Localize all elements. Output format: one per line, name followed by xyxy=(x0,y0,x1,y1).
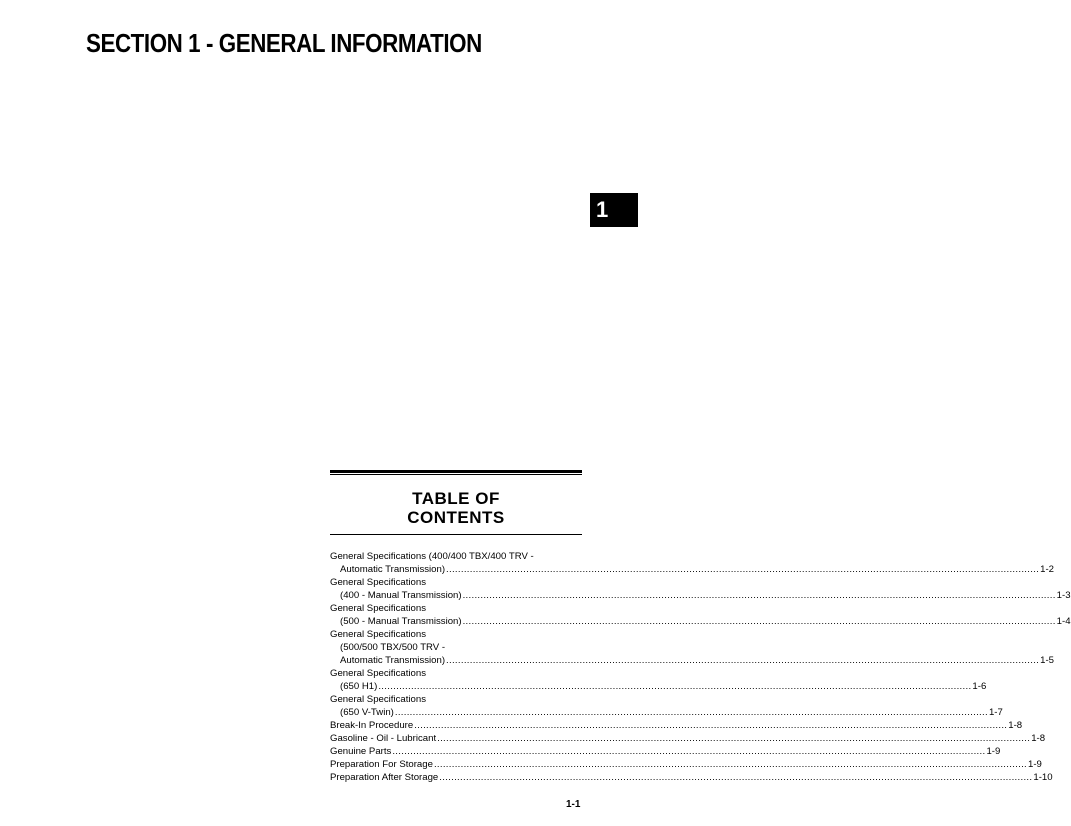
toc-entry-text: General Specifications (400/400 TBX/400 TRV - xyxy=(330,551,534,562)
toc-entry-page: 1-7 xyxy=(988,707,1003,718)
toc-entry-text: (650 V-Twin) xyxy=(340,707,394,718)
page-number: 1-1 xyxy=(566,799,581,810)
section-tab-marker: 1 xyxy=(590,193,638,227)
toc-entry-page: 1-2 xyxy=(1040,564,1054,575)
toc-entry-line xyxy=(330,732,1046,745)
toc-entry-line xyxy=(330,615,1071,628)
toc-entry-line xyxy=(330,563,1054,576)
toc-entry-text: Gasoline - Oil - Lubricant xyxy=(330,733,437,744)
toc-entry xyxy=(330,693,1003,719)
toc-entry xyxy=(330,758,1042,771)
toc-heading-line1: TABLE OF xyxy=(412,489,500,508)
toc-entry-page: 1-9 xyxy=(986,746,1001,757)
toc-entry-line xyxy=(330,706,1003,719)
toc-dot-leader: ........................................................................................................................................................................................................ xyxy=(446,655,1040,666)
toc-entry-text: Preparation For Storage xyxy=(330,759,433,770)
toc-entry xyxy=(330,550,1054,576)
toc-entry-line xyxy=(330,602,582,615)
toc-entry-text: General Specifications xyxy=(330,577,426,588)
toc-entry-text: Preparation After Storage xyxy=(330,772,439,783)
toc-entry-page: 1-6 xyxy=(972,681,987,692)
toc-entry-text: General Specifications xyxy=(330,603,426,614)
toc-dot-leader: ........................................................................................................................................................................................................ xyxy=(394,707,988,718)
toc-entry-line xyxy=(330,628,582,641)
toc-dot-leader: ........................................................................................................................................................................................................ xyxy=(437,733,1031,744)
toc-top-rule-thin xyxy=(330,474,582,475)
toc-entry-line xyxy=(330,680,987,693)
toc-entry-text: General Specifications xyxy=(330,694,426,705)
toc-entry-line xyxy=(330,745,1001,758)
toc-entry-text: (400 - Manual Transmission) xyxy=(340,590,462,601)
toc-entry-line xyxy=(330,641,582,654)
toc-dot-leader: ........................................................................................................................................................................................................ xyxy=(439,772,1033,783)
toc-entry-text: Genuine Parts xyxy=(330,746,392,757)
toc-entry-text: General Specifications xyxy=(330,668,426,679)
toc-heading-line2: CONTENTS xyxy=(407,508,505,527)
toc-dot-leader: ........................................................................................................................................................................................................ xyxy=(446,564,1040,575)
toc-entries xyxy=(330,550,1071,784)
toc-entry xyxy=(330,602,1071,628)
toc-entry xyxy=(330,719,1023,732)
toc-entry-line xyxy=(330,667,582,680)
toc-dot-leader: ........................................................................................................................................................................................................ xyxy=(462,590,1056,601)
section-title: SECTION 1 - GENERAL INFORMATION xyxy=(86,28,482,58)
toc-entry xyxy=(330,771,1053,784)
toc-entry-page: 1-9 xyxy=(1028,759,1042,770)
toc-entry-line xyxy=(330,654,1054,667)
toc-entry-page: 1-5 xyxy=(1040,655,1054,666)
toc-entry-text: Automatic Transmission) xyxy=(340,655,446,666)
toc-heading-rule xyxy=(330,534,582,535)
toc-entry xyxy=(330,576,1071,602)
toc-entry-text: (500 - Manual Transmission) xyxy=(340,616,462,627)
toc-entry-line xyxy=(330,550,582,563)
toc-heading xyxy=(330,489,582,527)
toc-entry-text: General Specifications xyxy=(330,629,426,640)
toc-top-rule-thick xyxy=(330,470,582,473)
toc-entry-page: 1-3 xyxy=(1056,590,1071,601)
toc-entry-page: 1-4 xyxy=(1056,616,1071,627)
table-of-contents xyxy=(330,470,1071,784)
toc-entry-line xyxy=(330,758,1042,771)
toc-entry-page: 1-8 xyxy=(1008,720,1023,731)
toc-dot-leader: ........................................................................................................................................................................................................ xyxy=(414,720,1008,731)
toc-entry-text: (650 H1) xyxy=(340,681,378,692)
toc-dot-leader: ........................................................................................................................................................................................................ xyxy=(433,759,1028,770)
toc-entry xyxy=(330,745,1001,758)
toc-entry-line xyxy=(330,693,582,706)
toc-dot-leader: ........................................................................................................................................................................................................ xyxy=(392,746,986,757)
toc-entry-page: 1-10 xyxy=(1033,772,1053,783)
toc-dot-leader: ........................................................................................................................................................................................................ xyxy=(378,681,972,692)
toc-dot-leader: ........................................................................................................................................................................................................ xyxy=(462,616,1056,627)
toc-entry-line xyxy=(330,719,1023,732)
toc-entry-page: 1-8 xyxy=(1031,733,1046,744)
toc-entry-text: (500/500 TBX/500 TRV - xyxy=(340,642,446,653)
toc-entry-text: Break-In Procedure xyxy=(330,720,414,731)
toc-entry-line xyxy=(330,589,1071,602)
toc-entry xyxy=(330,732,1046,745)
toc-entry-line xyxy=(330,576,582,589)
toc-entry xyxy=(330,628,1054,667)
toc-entry-text: Automatic Transmission) xyxy=(340,564,446,575)
toc-entry-line xyxy=(330,771,1053,784)
toc-entry xyxy=(330,667,987,693)
